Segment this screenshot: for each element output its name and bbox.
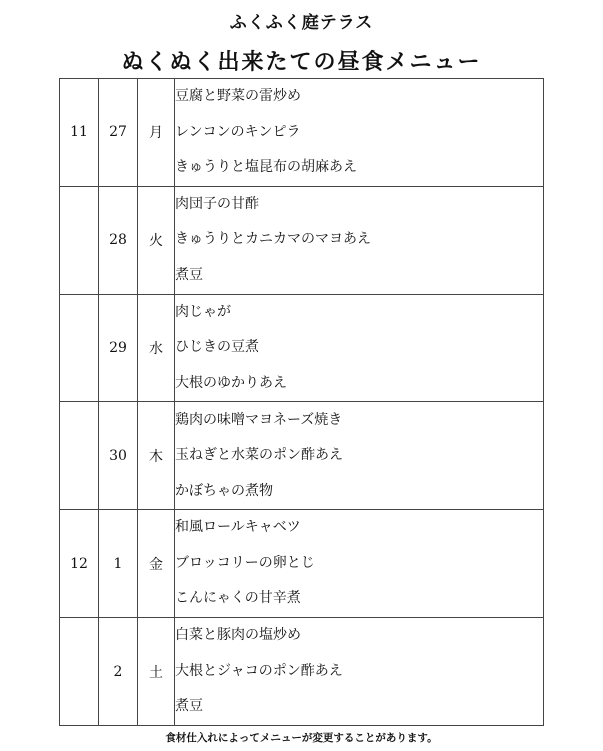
- month-cell: [60, 618, 99, 726]
- dishes-cell: [175, 79, 544, 187]
- dish-item: 和風ロールキャベツ: [175, 519, 301, 536]
- dishes-cell: [175, 294, 544, 402]
- dish-item: ブロッコリーの卵とじ: [175, 554, 315, 571]
- dish-item: 大根とジャコのポン酢あえ: [175, 662, 343, 679]
- table-row: [60, 186, 544, 294]
- dish-item: きゅうりと塩昆布の胡麻あえ: [175, 159, 357, 176]
- dish-item: 豆腐と野菜の雷炒め: [175, 88, 301, 105]
- weekday-cell: 月: [138, 79, 175, 187]
- dish-item: レンコンのキンピラ: [175, 123, 301, 140]
- weekday-cell: 木: [138, 402, 175, 510]
- day-cell: 27: [99, 79, 138, 187]
- weekday-cell: 土: [138, 618, 175, 726]
- month-cell: [60, 294, 99, 402]
- day-cell: 29: [99, 294, 138, 402]
- dish-item: 鶏肉の味噌マヨネーズ焼き: [175, 411, 343, 428]
- dish-item: ひじきの豆煮: [175, 339, 259, 356]
- dish-item: 白菜と豚肉の塩炒め: [175, 627, 301, 644]
- table-row: [60, 402, 544, 510]
- day-cell: 1: [99, 510, 138, 618]
- table-row: [60, 510, 544, 618]
- dishes-cell: [175, 618, 544, 726]
- day-cell: 2: [99, 618, 138, 726]
- dish-item: かぼちゃの煮物: [175, 482, 273, 499]
- table-row: [60, 294, 544, 402]
- dishes-cell: [175, 186, 544, 294]
- weekday-cell: 火: [138, 186, 175, 294]
- weekday-cell: 金: [138, 510, 175, 618]
- table-row: [60, 79, 544, 187]
- month-cell: 11: [60, 79, 99, 187]
- dish-item: 煮豆: [175, 698, 203, 715]
- restaurant-name: ふくふく庭テラス: [229, 13, 374, 33]
- dishes-cell: [175, 510, 544, 618]
- dishes-cell: [175, 402, 544, 510]
- dish-item: 肉じゃが: [175, 303, 231, 320]
- day-cell: 28: [99, 186, 138, 294]
- weekday-cell: 水: [138, 294, 175, 402]
- menu-table: [59, 78, 544, 726]
- dish-item: 煮豆: [175, 266, 203, 283]
- dish-item: 肉団子の甘酢: [175, 195, 259, 212]
- month-cell: [60, 402, 99, 510]
- footer-note: 食材仕入れによってメニューが変更することがあります。: [165, 732, 438, 744]
- day-cell: 30: [99, 402, 138, 510]
- dish-item: 大根のゆかりあえ: [175, 374, 287, 391]
- dish-item: きゅうりとカニカマのマヨあえ: [175, 231, 371, 248]
- month-cell: [60, 186, 99, 294]
- month-cell: 12: [60, 510, 99, 618]
- page-title: ぬくぬく出来たての昼食メニュー: [121, 50, 482, 75]
- dish-item: 玉ねぎと水菜のポン酢あえ: [175, 447, 343, 464]
- dish-item: こんにゃくの甘辛煮: [175, 590, 301, 607]
- table-row: [60, 618, 544, 726]
